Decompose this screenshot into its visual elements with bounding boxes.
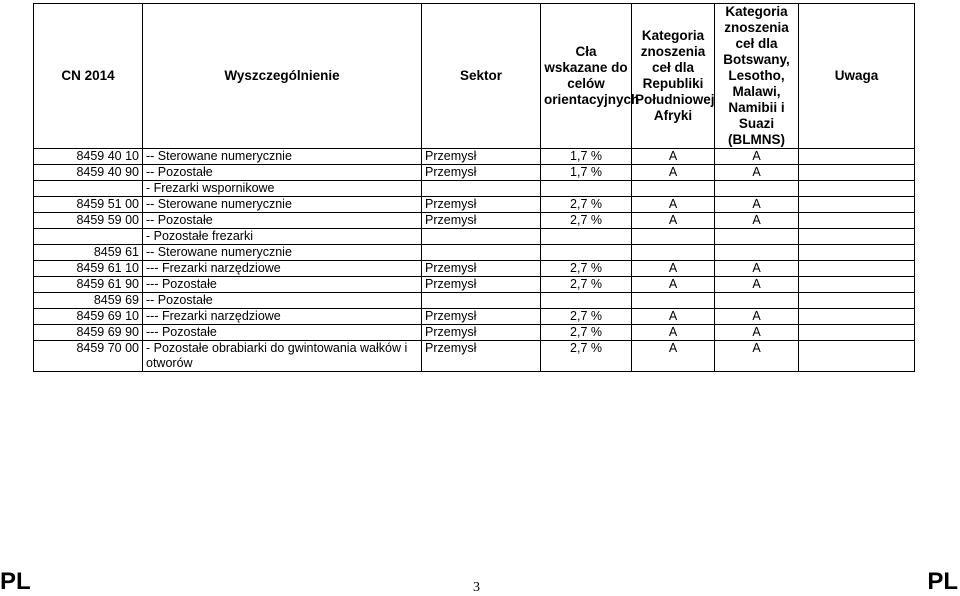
sector-cell: Przemysł xyxy=(422,197,541,213)
header-indicative-duty: Cła wskazane do celów orientacyjnych xyxy=(541,4,632,149)
cn-code-cell xyxy=(34,229,143,245)
header-row xyxy=(34,4,915,149)
sector-cell xyxy=(422,245,541,261)
table-row xyxy=(34,213,915,229)
cn-code-cell: 8459 61 10 xyxy=(34,261,143,277)
remark-cell xyxy=(799,309,915,325)
description-cell: --- Frezarki narzędziowe xyxy=(143,309,422,325)
category-south-africa-cell: A xyxy=(632,277,715,293)
indicative-duty-cell xyxy=(541,245,632,261)
table-row xyxy=(34,181,915,197)
category-blmns-cell: A xyxy=(715,309,799,325)
page-number: 3 xyxy=(473,580,480,595)
category-blmns-cell: A xyxy=(715,165,799,181)
category-blmns-cell xyxy=(715,245,799,261)
description-cell: --- Frezarki narzędziowe xyxy=(143,261,422,277)
description-cell: --- Pozostałe xyxy=(143,277,422,293)
table-row xyxy=(34,149,915,165)
cn-code-cell: 8459 40 10 xyxy=(34,149,143,165)
table-row xyxy=(34,165,915,181)
cn-code-cell: 8459 69 xyxy=(34,293,143,309)
sector-cell: Przemysł xyxy=(422,309,541,325)
description-cell: --- Pozostałe xyxy=(143,325,422,341)
remark-cell xyxy=(799,341,915,372)
cn-code-cell: 8459 59 00 xyxy=(34,213,143,229)
indicative-duty-cell: 2,7 % xyxy=(541,197,632,213)
indicative-duty-cell: 2,7 % xyxy=(541,309,632,325)
description-cell: -- Sterowane numerycznie xyxy=(143,149,422,165)
sector-cell: Przemysł xyxy=(422,149,541,165)
remark-cell xyxy=(799,293,915,309)
indicative-duty-cell: 2,7 % xyxy=(541,261,632,277)
table-row xyxy=(34,261,915,277)
category-south-africa-cell: A xyxy=(632,149,715,165)
header-description: Wyszczególnienie xyxy=(143,4,422,149)
sector-cell: Przemysł xyxy=(422,213,541,229)
header-remark: Uwaga xyxy=(799,4,915,149)
cn-code-cell: 8459 70 00 xyxy=(34,341,143,372)
category-blmns-cell: A xyxy=(715,261,799,277)
indicative-duty-cell: 2,7 % xyxy=(541,325,632,341)
sector-cell: Przemysł xyxy=(422,325,541,341)
table-row xyxy=(34,277,915,293)
category-blmns-cell xyxy=(715,229,799,245)
category-south-africa-cell: A xyxy=(632,309,715,325)
category-blmns-cell: A xyxy=(715,277,799,293)
header-category-south-africa: Kategoria znoszenia ceł dla Republiki Południowej Afryki xyxy=(632,4,715,149)
table-row xyxy=(34,341,915,372)
description-cell: -- Pozostałe xyxy=(143,293,422,309)
description-cell: - Frezarki wspornikowe xyxy=(143,181,422,197)
remark-cell xyxy=(799,229,915,245)
description-cell: - Pozostałe frezarki xyxy=(143,229,422,245)
cn-code-cell: 8459 51 00 xyxy=(34,197,143,213)
table-row xyxy=(34,197,915,213)
category-south-africa-cell: A xyxy=(632,261,715,277)
table-row xyxy=(34,325,915,341)
indicative-duty-cell: 2,7 % xyxy=(541,341,632,372)
description-cell: -- Sterowane numerycznie xyxy=(143,245,422,261)
category-blmns-cell: A xyxy=(715,213,799,229)
indicative-duty-cell xyxy=(541,293,632,309)
indicative-duty-cell: 2,7 % xyxy=(541,213,632,229)
indicative-duty-cell xyxy=(541,181,632,197)
category-blmns-cell: A xyxy=(715,197,799,213)
category-south-africa-cell: A xyxy=(632,325,715,341)
remark-cell xyxy=(799,181,915,197)
remark-cell xyxy=(799,165,915,181)
description-cell: -- Sterowane numerycznie xyxy=(143,197,422,213)
remark-cell xyxy=(799,213,915,229)
cn-code-cell xyxy=(34,181,143,197)
description-cell: -- Pozostałe xyxy=(143,165,422,181)
category-south-africa-cell xyxy=(632,293,715,309)
category-south-africa-cell: A xyxy=(632,213,715,229)
category-south-africa-cell xyxy=(632,229,715,245)
sector-cell: Przemysł xyxy=(422,165,541,181)
remark-cell xyxy=(799,277,915,293)
category-south-africa-cell: A xyxy=(632,165,715,181)
table-row xyxy=(34,229,915,245)
description-cell: -- Pozostałe xyxy=(143,213,422,229)
footer-language-left: PL xyxy=(0,568,31,595)
sector-cell xyxy=(422,293,541,309)
sector-cell xyxy=(422,181,541,197)
table-body xyxy=(34,149,915,372)
category-blmns-cell xyxy=(715,293,799,309)
description-cell: - Pozostałe obrabiarki do gwintowania wałków i otworów xyxy=(143,341,422,372)
category-blmns-cell xyxy=(715,181,799,197)
category-south-africa-cell xyxy=(632,245,715,261)
remark-cell xyxy=(799,245,915,261)
tariff-table xyxy=(33,3,915,372)
indicative-duty-cell: 1,7 % xyxy=(541,149,632,165)
category-blmns-cell: A xyxy=(715,149,799,165)
category-south-africa-cell: A xyxy=(632,197,715,213)
category-south-africa-cell: A xyxy=(632,341,715,372)
table-row xyxy=(34,309,915,325)
indicative-duty-cell: 1,7 % xyxy=(541,165,632,181)
cn-code-cell: 8459 69 10 xyxy=(34,309,143,325)
category-blmns-cell: A xyxy=(715,341,799,372)
remark-cell xyxy=(799,325,915,341)
sector-cell: Przemysł xyxy=(422,277,541,293)
remark-cell xyxy=(799,149,915,165)
cn-code-cell: 8459 61 xyxy=(34,245,143,261)
remark-cell xyxy=(799,261,915,277)
header-sector: Sektor xyxy=(422,4,541,149)
sector-cell: Przemysł xyxy=(422,261,541,277)
remark-cell xyxy=(799,197,915,213)
category-blmns-cell: A xyxy=(715,325,799,341)
indicative-duty-cell xyxy=(541,229,632,245)
cn-code-cell: 8459 69 90 xyxy=(34,325,143,341)
indicative-duty-cell: 2,7 % xyxy=(541,277,632,293)
header-cn: CN 2014 xyxy=(34,4,143,149)
table-row xyxy=(34,245,915,261)
category-south-africa-cell xyxy=(632,181,715,197)
table-row xyxy=(34,293,915,309)
sector-cell: Przemysł xyxy=(422,341,541,372)
cn-code-cell: 8459 61 90 xyxy=(34,277,143,293)
cn-code-cell: 8459 40 90 xyxy=(34,165,143,181)
header-category-blmns: Kategoria znoszenia ceł dla Botswany, Lesotho, Malawi, Namibii i Suazi (BLMNS) xyxy=(715,4,799,149)
sector-cell xyxy=(422,229,541,245)
footer-language-right: PL xyxy=(927,568,958,595)
